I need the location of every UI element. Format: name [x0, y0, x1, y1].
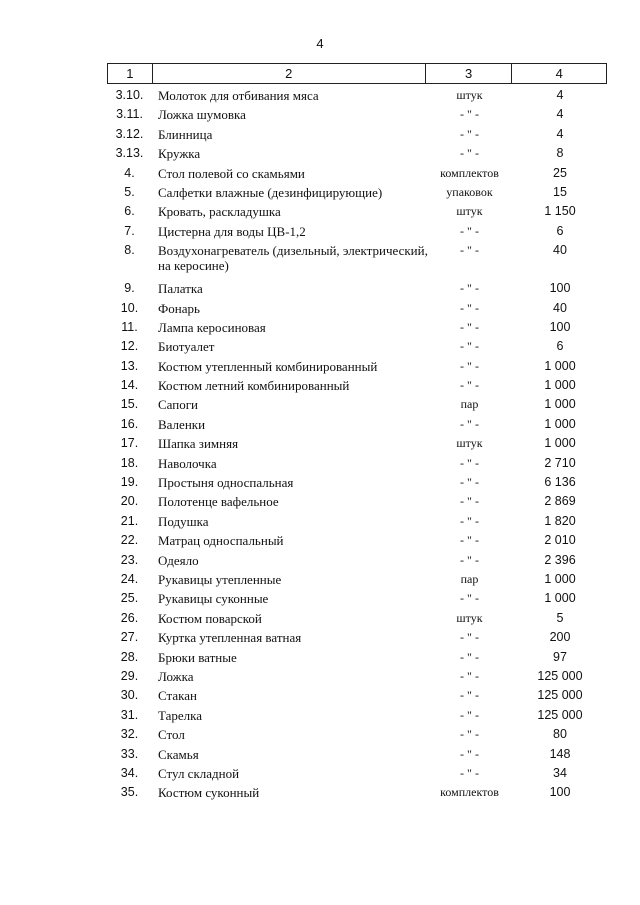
- item-quantity: 1 000: [544, 436, 576, 451]
- item-name: Салфетки влажные (дезинфицирующие): [158, 184, 383, 200]
- item-name: Наволочка: [158, 455, 217, 471]
- table-row: [107, 747, 607, 766]
- item-name: Блинница: [158, 126, 213, 142]
- table-row: [107, 107, 607, 126]
- row-number: 12.: [120, 339, 139, 354]
- item-unit: комплектов: [440, 165, 499, 180]
- item-name: Кружка: [158, 146, 201, 162]
- item-unit: упаковок: [446, 184, 493, 199]
- item-unit: - " -: [460, 300, 479, 315]
- item-quantity: 4: [556, 88, 564, 102]
- table-row: [107, 572, 607, 591]
- item-unit: - " -: [460, 475, 479, 490]
- item-name: Лампа керосиновая: [158, 319, 266, 335]
- table-row: [107, 475, 607, 494]
- table-row: [107, 224, 607, 243]
- table-row: [107, 669, 607, 688]
- item-quantity: 40: [553, 300, 567, 315]
- table-row: [107, 494, 607, 513]
- item-quantity: 34: [553, 765, 567, 780]
- table-row: [107, 514, 607, 533]
- item-unit: - " -: [460, 378, 479, 393]
- row-number: 23.: [120, 552, 139, 567]
- item-unit: - " -: [460, 746, 479, 761]
- row-number: 26.: [120, 610, 139, 625]
- row-number: 7.: [124, 223, 135, 238]
- item-unit: - " -: [460, 591, 479, 606]
- table-row: [107, 88, 607, 107]
- table-row: [107, 630, 607, 649]
- item-unit: - " -: [460, 339, 479, 354]
- row-number: 21.: [120, 513, 139, 528]
- item-quantity: 2 869: [544, 494, 576, 509]
- row-number: 3.12.: [115, 126, 144, 141]
- row-number: 19.: [120, 475, 139, 490]
- item-quantity: 1 150: [544, 204, 576, 219]
- item-name: Подушка: [158, 513, 209, 529]
- item-unit: - " -: [460, 630, 479, 645]
- table-row: [107, 436, 607, 455]
- row-number: 15.: [120, 397, 139, 412]
- row-number: 34.: [120, 765, 139, 780]
- row-number: 6.: [124, 204, 135, 219]
- item-unit: - " -: [460, 765, 479, 780]
- item-quantity: 25: [553, 165, 567, 180]
- item-quantity: 6: [556, 223, 564, 238]
- row-number: 24.: [120, 571, 139, 586]
- row-number: 13.: [120, 358, 139, 373]
- item-quantity: 1 000: [544, 397, 576, 412]
- table-row: [107, 708, 607, 727]
- item-name: Кровать, раскладушка: [158, 204, 281, 220]
- table-row: [107, 281, 607, 300]
- table-row: [107, 204, 607, 223]
- item-name: Стул складной: [158, 765, 240, 781]
- item-quantity: 1 000: [544, 571, 576, 586]
- table-header: [107, 63, 607, 84]
- table-row: [107, 301, 607, 320]
- table-row: [107, 553, 607, 572]
- item-name: Молоток для отбивания мяса: [158, 88, 319, 103]
- item-quantity: 125 000: [537, 688, 583, 703]
- item-quantity: 1 000: [544, 416, 576, 431]
- table-row: [107, 146, 607, 165]
- item-name: Валенки: [158, 416, 206, 432]
- item-unit: - " -: [460, 727, 479, 742]
- header-col-3: 3: [426, 64, 513, 83]
- row-number: 28.: [120, 649, 139, 664]
- item-unit: штук: [456, 204, 483, 219]
- table-row: [107, 766, 607, 785]
- item-quantity: 5: [556, 610, 564, 625]
- item-unit: - " -: [460, 243, 479, 258]
- table-row: [107, 378, 607, 397]
- item-name: Брюки ватные: [158, 649, 237, 665]
- item-quantity: 1 000: [544, 358, 576, 373]
- item-name: Костюм поварской: [158, 610, 262, 626]
- row-number: 29.: [120, 668, 139, 683]
- item-unit: штук: [456, 436, 483, 451]
- item-unit: - " -: [460, 146, 479, 161]
- row-number: 5.: [124, 184, 135, 199]
- item-unit: - " -: [460, 552, 479, 567]
- item-quantity: 2 710: [544, 455, 576, 470]
- item-name: Рукавицы суконные: [158, 591, 269, 607]
- item-quantity: 4: [556, 126, 564, 141]
- item-unit: штук: [456, 610, 483, 625]
- item-quantity: 148: [549, 746, 571, 761]
- item-quantity: 100: [549, 319, 571, 334]
- row-number: 30.: [120, 688, 139, 703]
- page-number: 4: [316, 36, 324, 51]
- row-number: 3.10.: [115, 88, 144, 102]
- item-unit: - " -: [460, 319, 479, 334]
- item-unit: - " -: [460, 688, 479, 703]
- item-name: Костюм утепленный комбинированный: [158, 358, 378, 374]
- item-name: Биотуалет: [158, 339, 215, 355]
- row-number: 33.: [120, 746, 139, 761]
- item-name: Полотенце вафельное: [158, 494, 279, 510]
- row-number: 18.: [120, 455, 139, 470]
- table-row: [107, 417, 607, 436]
- row-number: 20.: [120, 494, 139, 509]
- table-row: [107, 397, 607, 416]
- item-unit: комплектов: [440, 785, 499, 800]
- row-number: 31.: [120, 707, 139, 722]
- row-number: 9.: [124, 281, 135, 296]
- row-number: 17.: [120, 436, 139, 451]
- item-quantity: 2 010: [544, 533, 576, 548]
- item-unit: - " -: [460, 281, 479, 296]
- item-unit: - " -: [460, 707, 479, 722]
- item-unit: пар: [460, 571, 479, 586]
- row-number: 25.: [120, 591, 139, 606]
- table-row: [107, 650, 607, 669]
- row-number: 3.13.: [115, 146, 144, 161]
- item-name: Одеяло: [158, 552, 199, 568]
- table-row: [107, 456, 607, 475]
- table-row: [107, 688, 607, 707]
- item-quantity: 6 136: [544, 475, 576, 490]
- item-name: Тарелка: [158, 707, 203, 723]
- table-row: [107, 127, 607, 146]
- item-unit: - " -: [460, 358, 479, 373]
- item-name: Фонарь: [158, 300, 200, 316]
- item-name: Скамья: [158, 746, 199, 762]
- table-row: [107, 591, 607, 610]
- item-unit: - " -: [460, 649, 479, 664]
- item-name: Шапка зимняя: [158, 436, 239, 452]
- item-name: Костюм летний комбинированный: [158, 378, 350, 394]
- table-row: [107, 359, 607, 378]
- item-name: Воздухонагреватель (дизельный, электрический, на керосине): [158, 243, 428, 274]
- item-unit: - " -: [460, 455, 479, 470]
- item-unit: - " -: [460, 494, 479, 509]
- item-quantity: 125 000: [537, 668, 583, 683]
- row-number: 8.: [124, 243, 135, 258]
- item-quantity: 1 000: [544, 378, 576, 393]
- item-name: Цистерна для воды ЦВ-1,2: [158, 223, 306, 239]
- item-name: Ложка: [158, 668, 194, 684]
- item-quantity: 1 000: [544, 591, 576, 606]
- item-quantity: 6: [556, 339, 564, 354]
- item-unit: - " -: [460, 533, 479, 548]
- item-name: Стакан: [158, 688, 197, 704]
- item-unit: - " -: [460, 668, 479, 683]
- item-unit: - " -: [460, 416, 479, 431]
- item-unit: штук: [456, 88, 483, 102]
- item-name: Простыня односпальная: [158, 475, 294, 491]
- row-number: 3.11.: [116, 107, 143, 122]
- item-quantity: 1 820: [544, 513, 576, 528]
- header-col-4: 4: [555, 66, 563, 81]
- table-row: [107, 339, 607, 358]
- item-name: Палатка: [158, 281, 203, 297]
- item-quantity: 200: [549, 630, 571, 645]
- item-name: Сапоги: [158, 397, 199, 413]
- item-quantity: 80: [553, 727, 567, 742]
- item-quantity: 100: [549, 281, 571, 296]
- table-row: [107, 243, 607, 281]
- header-col-2: 2: [153, 64, 426, 83]
- row-number: 22.: [120, 533, 139, 548]
- item-name: Костюм суконный: [158, 785, 260, 801]
- row-number: 10.: [120, 300, 139, 315]
- item-unit: - " -: [460, 513, 479, 528]
- table-row: [107, 785, 607, 804]
- table-row: [107, 727, 607, 746]
- item-name: Куртка утепленная ватная: [158, 630, 302, 646]
- table-body: [107, 88, 607, 805]
- row-number: 11.: [121, 319, 138, 334]
- table-row: [107, 166, 607, 185]
- item-quantity: 125 000: [537, 707, 583, 722]
- item-name: Стол полевой со скамьями: [158, 165, 305, 181]
- item-unit: - " -: [460, 126, 479, 141]
- item-quantity: 2 396: [544, 552, 576, 567]
- row-number: 14.: [120, 378, 139, 393]
- row-number: 32.: [120, 727, 139, 742]
- header-col-1: 1: [108, 64, 153, 83]
- row-number: 16.: [120, 416, 139, 431]
- item-quantity: 8: [556, 146, 564, 161]
- table-row: [107, 533, 607, 552]
- item-name: Ложка шумовка: [158, 107, 246, 123]
- row-number: 35.: [120, 785, 139, 800]
- item-quantity: 100: [549, 785, 571, 800]
- table-row: [107, 185, 607, 204]
- item-quantity: 97: [553, 649, 567, 664]
- item-name: Стол: [158, 727, 185, 743]
- item-unit: пар: [460, 397, 479, 412]
- item-quantity: 4: [556, 107, 564, 122]
- item-name: Матрац односпальный: [158, 533, 284, 549]
- table-row: [107, 611, 607, 630]
- item-quantity: 15: [553, 184, 567, 199]
- row-number: 27.: [120, 630, 139, 645]
- item-unit: - " -: [460, 107, 479, 122]
- row-number: 4.: [124, 165, 135, 180]
- item-name: Рукавицы утепленные: [158, 571, 282, 587]
- item-unit: - " -: [460, 223, 479, 238]
- table-row: [107, 320, 607, 339]
- item-quantity: 40: [553, 243, 567, 258]
